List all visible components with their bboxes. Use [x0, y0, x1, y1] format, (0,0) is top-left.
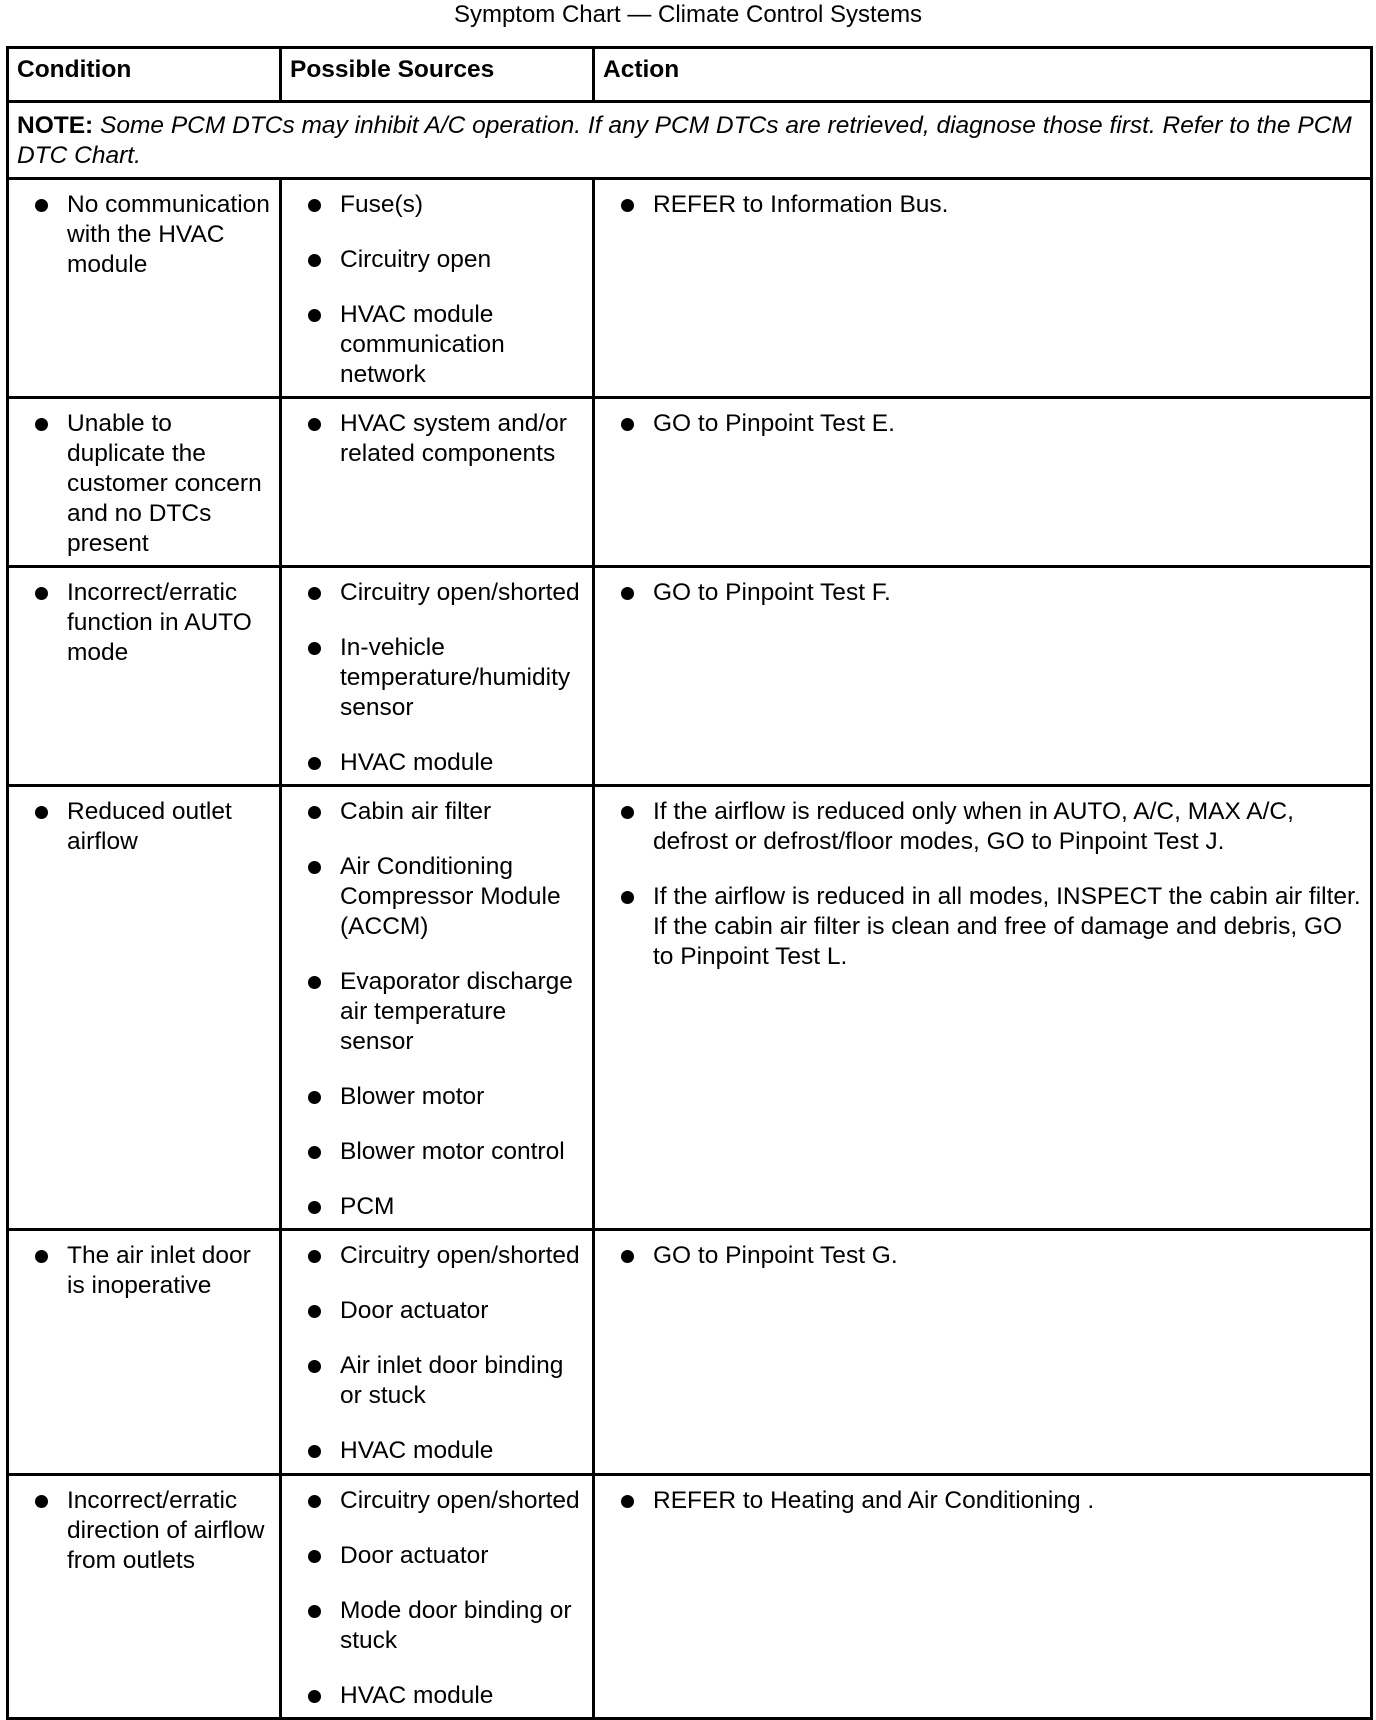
sources-cell	[281, 786, 594, 1230]
note-text: Some PCM DTCs may inhibit A/C operation. If any PCM DTCs are retrieved, diagnose those first. Refer to the PCM DTC Chart.	[17, 112, 1352, 169]
condition-item: Incorrect/erratic function in AUTO mode	[9, 578, 273, 668]
action-item: REFER to Information Bus.	[595, 190, 1364, 220]
source-item: Evaporator discharge air temperature sensor	[282, 967, 586, 1057]
source-item: HVAC module	[282, 1436, 586, 1466]
source-item: Circuitry open/shorted	[282, 1486, 586, 1516]
source-item: HVAC module	[282, 748, 586, 778]
action-cell	[594, 179, 1372, 398]
action-item: GO to Pinpoint Test E.	[595, 409, 1364, 439]
condition-item: Incorrect/erratic direction of airflow from outlets	[9, 1486, 273, 1576]
source-item: Cabin air filter	[282, 797, 586, 827]
note-cell	[8, 102, 1372, 179]
condition-item: The air inlet door is inoperative	[9, 1241, 273, 1301]
condition-cell	[8, 1230, 281, 1475]
source-item: Blower motor	[282, 1082, 586, 1112]
source-item: Air inlet door binding or stuck	[282, 1351, 586, 1411]
source-item: Blower motor control	[282, 1137, 586, 1167]
page-title: Symptom Chart — Climate Control Systems	[453, 1, 923, 28]
action-cell	[594, 398, 1372, 567]
table-row	[8, 786, 1372, 1230]
sources-cell	[281, 398, 594, 567]
sources-cell	[281, 1230, 594, 1475]
action-cell	[594, 1475, 1372, 1719]
condition-cell	[8, 567, 281, 786]
table-row	[8, 398, 1372, 567]
source-item: In-vehicle temperature/humidity sensor	[282, 633, 586, 723]
source-item: Door actuator	[282, 1541, 586, 1571]
sources-cell	[281, 1475, 594, 1719]
table-row	[8, 1475, 1372, 1719]
action-item: REFER to Heating and Air Conditioning .	[595, 1486, 1364, 1516]
source-item: Circuitry open/shorted	[282, 1241, 586, 1271]
source-item: HVAC system and/or related components	[282, 409, 586, 469]
condition-cell	[8, 179, 281, 398]
note-label: NOTE:	[17, 112, 94, 139]
header-condition: Condition	[8, 48, 281, 102]
action-item: If the airflow is reduced only when in AUTO, A/C, MAX A/C, defrost or defrost/floor modes, GO to Pinpoint Test J.	[595, 797, 1364, 857]
action-cell	[594, 786, 1372, 1230]
header-possible-sources: Possible Sources	[281, 48, 594, 102]
header-action: Action	[594, 48, 1372, 102]
source-item: Fuse(s)	[282, 190, 586, 220]
source-item: Door actuator	[282, 1296, 586, 1326]
condition-item: Unable to duplicate the customer concern and no DTCs present	[9, 409, 273, 559]
sources-cell	[281, 567, 594, 786]
sources-cell	[281, 179, 594, 398]
action-item: GO to Pinpoint Test G.	[595, 1241, 1364, 1271]
symptom-chart-table	[6, 46, 1373, 1720]
table-row	[8, 179, 1372, 398]
condition-cell	[8, 398, 281, 567]
action-cell	[594, 567, 1372, 786]
source-item: Circuitry open	[282, 245, 586, 275]
action-cell	[594, 1230, 1372, 1475]
table-row	[8, 567, 1372, 786]
source-item: HVAC module	[282, 1681, 586, 1711]
condition-item: No communication with the HVAC module	[9, 190, 273, 280]
condition-cell	[8, 1475, 281, 1719]
table-row	[8, 1230, 1372, 1475]
source-item: Mode door binding or stuck	[282, 1596, 586, 1656]
header-row	[8, 48, 1372, 102]
source-item: HVAC module communication network	[282, 300, 586, 390]
condition-item: Reduced outlet airflow	[9, 797, 273, 857]
source-item: Circuitry open/shorted	[282, 578, 586, 608]
action-item: If the airflow is reduced in all modes, INSPECT the cabin air filter. If the cabin air filter is clean and free of damage and debris, GO to Pinpoint Test L.	[595, 882, 1364, 972]
condition-cell	[8, 786, 281, 1230]
action-item: GO to Pinpoint Test F.	[595, 578, 1364, 608]
source-item: PCM	[282, 1192, 586, 1222]
source-item: Air Conditioning Compressor Module (ACCM)	[282, 852, 586, 942]
note-row	[8, 102, 1372, 179]
